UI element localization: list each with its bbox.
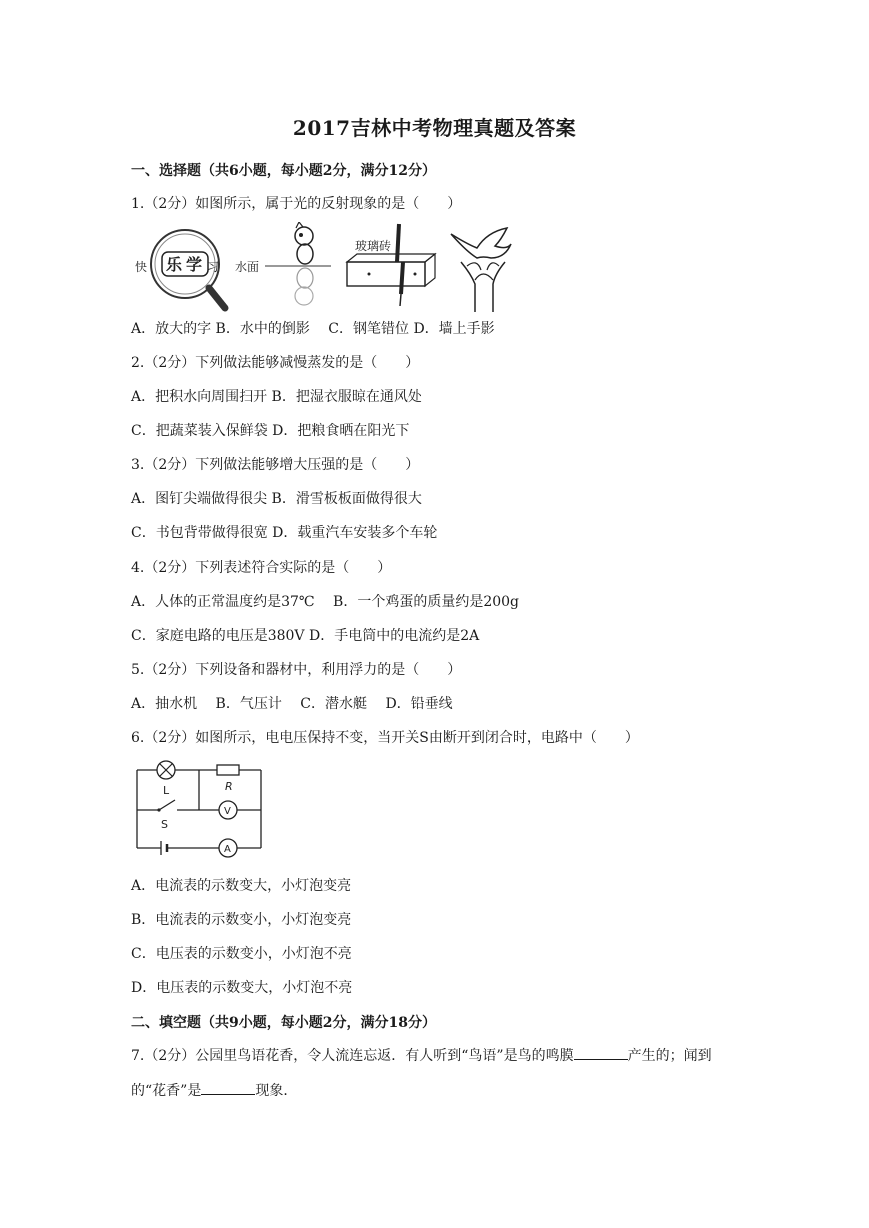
fig-label-le: 乐 [166, 255, 183, 274]
question-7-text-d: 现象． [255, 1083, 298, 1099]
question-4-options-cd: C．家庭电路的电压是380V D．手电筒中的电流约是2A [131, 628, 480, 644]
glass-brick-illustration [347, 224, 435, 306]
fig-label-glass-brick: 玻璃砖 [355, 239, 392, 253]
question-1-options: A．放大的字 B．水中的倒影 C．钢笔错位 D．墙上手影 [131, 321, 495, 337]
circuit-label-S: S [161, 818, 168, 831]
water-reflection-illustration [235, 222, 331, 305]
section-heading-fill-in: 二、填空题（共9小题，每小题2分，满分18分） [131, 1015, 436, 1031]
question-5-options: A．抽水机 B．气压计 C．潜水艇 D．铅垂线 [131, 696, 453, 712]
question-2-stem: 2.（2分）下列做法能够减慢蒸发的是（ ） [131, 355, 420, 371]
fig-label-water-surface: 水面 [235, 260, 260, 274]
question-6-option-a: A．电流表的示数变大，小灯泡变亮 [131, 878, 352, 894]
question-1-stem: 1.（2分）如图所示，属于光的反射现象的是（ ） [131, 196, 462, 212]
question-7-text-a: 7.（2分）公园里鸟语花香，令人流连忘返．有人听到“鸟语”是鸟的鸣膜 [131, 1048, 574, 1064]
resistor-symbol [217, 765, 239, 775]
question-7-text-b: 产生的；闻到 [627, 1048, 712, 1064]
hand-shadow-illustration [451, 228, 511, 312]
question-3-options-ab: A．图钉尖端做得很尖 B．滑雪板板面做得很大 [131, 491, 422, 507]
question-1-figure [131, 222, 541, 314]
question-7-line-2 [131, 1080, 297, 1100]
fig-label-xi: 习 [207, 260, 220, 274]
question-6-circuit-diagram [131, 758, 271, 862]
question-3-stem: 3.（2分）下列做法能够增大压强的是（ ） [131, 457, 420, 473]
circuit-label-L: L [163, 784, 170, 797]
answer-blank-2[interactable] [201, 1082, 255, 1095]
page-title: 2017吉林中考物理真题及答案 [292, 116, 577, 140]
question-7-line-1 [131, 1045, 712, 1065]
question-6-stem: 6.（2分）如图所示，电电压保持不变，当开关S由断开到闭合时，电路中（ ） [131, 730, 639, 746]
section-heading-choice: 一、选择题（共6小题，每小题2分，满分12分） [131, 163, 436, 179]
fig-label-xue: 学 [186, 255, 203, 274]
answer-blank-1[interactable] [574, 1047, 628, 1060]
question-4-options-ab: A．人体的正常温度约是37℃ B．一个鸡蛋的质量约是200g [131, 594, 520, 610]
question-2-options-ab: A．把积水向周围扫开 B．把湿衣服晾在通风处 [131, 389, 422, 405]
question-4-stem: 4.（2分）下列表述符合实际的是（ ） [131, 560, 392, 576]
question-7-text-c: 的“花香”是 [131, 1083, 202, 1099]
lamp-symbol [157, 761, 175, 779]
question-6-option-c: C．电压表的示数变小，小灯泡不亮 [131, 946, 352, 962]
circuit-label-V: V [224, 806, 231, 817]
question-5-stem: 5.（2分）下列设备和器材中，利用浮力的是（ ） [131, 662, 462, 678]
magnifier-illustration [135, 230, 225, 308]
circuit-label-A: A [224, 844, 231, 855]
question-2-options-cd: C．把蔬菜装入保鲜袋 D．把粮食晒在阳光下 [131, 423, 410, 439]
fig-label-kuai: 快 [135, 260, 148, 274]
question-3-options-cd: C．书包背带做得很宽 D．载重汽车安装多个车轮 [131, 525, 438, 541]
question-6-option-b: B．电流表的示数变小，小灯泡变亮 [131, 912, 352, 928]
circuit-label-R: R [225, 780, 233, 793]
question-6-option-d: D．电压表的示数变大，小灯泡不亮 [131, 980, 353, 996]
